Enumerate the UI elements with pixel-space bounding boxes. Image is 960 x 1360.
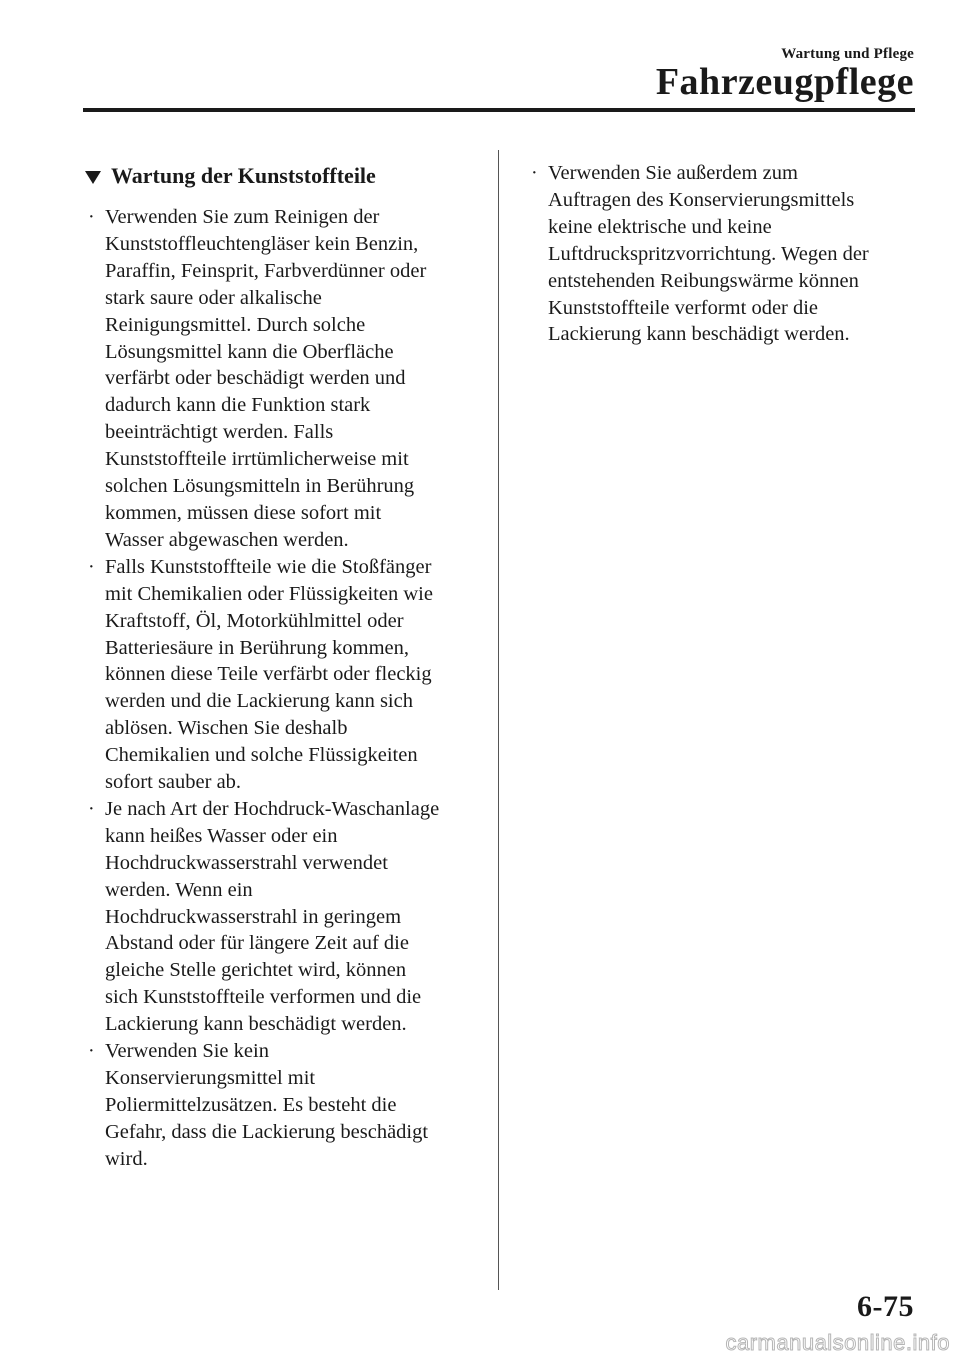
bullet-text: keine elektrische und keine	[548, 215, 772, 238]
bullet-text: ablösen. Wischen Sie deshalb	[105, 717, 348, 740]
bullet-text: solchen Lösungsmitteln in Berührung	[105, 475, 415, 498]
bullet-text: können diese Teile verfärbt oder fleckig	[105, 663, 432, 686]
bullet-text: Hochdruckwasserstrahl in geringem	[105, 905, 402, 928]
bullet-text: Kunststoffteile verformt oder die	[548, 296, 819, 319]
bullet-text: beeinträchtigt werden. Falls	[105, 421, 334, 444]
list-item-continuation	[85, 258, 480, 285]
list-item-continuation	[85, 365, 480, 392]
list-item-continuation	[528, 295, 918, 322]
list-item-continuation	[85, 581, 480, 608]
bullet-text: Auftragen des Konservierungsmittels	[548, 188, 855, 211]
bullet-text: stark saure oder alkalische	[105, 286, 322, 309]
list-item	[528, 160, 918, 187]
bullet-text: Kunststoffteile irrtümlicherweise mit	[105, 448, 409, 471]
list-item	[85, 796, 480, 823]
column-divider	[498, 150, 499, 1290]
list-item-continuation	[85, 231, 480, 258]
bullet-text: Reinigungsmittel. Durch solche	[105, 313, 366, 336]
list-item-continuation	[85, 500, 480, 527]
list-item	[85, 1038, 480, 1065]
bullet-text: Je nach Art der Hochdruck-Waschanlage	[105, 797, 440, 820]
bullet-text: Lackierung kann beschädigt werden.	[105, 1013, 407, 1036]
bullet-text: kommen, müssen diese sofort mit	[105, 501, 382, 524]
list-item-continuation	[85, 957, 480, 984]
list-item-continuation	[85, 715, 480, 742]
bullet-dot-icon: ·	[88, 1040, 95, 1063]
list-item-continuation	[85, 339, 480, 366]
page-number: 6-75	[857, 1290, 914, 1323]
section-heading	[85, 158, 480, 194]
list-item-continuation	[85, 850, 480, 877]
bullet-text: Abstand oder für längere Zeit auf die	[105, 932, 409, 955]
bullet-list	[528, 160, 918, 348]
list-item-continuation	[85, 742, 480, 769]
bullet-text: mit Chemikalien oder Flüssigkeiten wie	[105, 582, 433, 605]
bullet-text: werden. Wenn ein	[105, 878, 253, 901]
list-item-continuation	[85, 285, 480, 312]
bullet-text: Kunststoffleuchtengläser kein Benzin,	[105, 232, 419, 255]
header-divider	[83, 108, 915, 112]
bullet-text: Wasser abgewaschen werden.	[105, 528, 349, 551]
watermark: carmanualsonline.info	[725, 1330, 950, 1355]
list-item-continuation	[85, 1146, 480, 1173]
bullet-text: gleiche Stelle gerichtet wird, können	[105, 959, 407, 982]
list-item-continuation	[85, 527, 480, 554]
list-item-continuation	[85, 608, 480, 635]
bullet-text: Lackierung kann beschädigt werden.	[548, 323, 850, 346]
bullet-text: verfärbt oder beschädigt werden und	[105, 367, 406, 390]
list-item-continuation	[85, 1065, 480, 1092]
bullet-text: Verwenden Sie außerdem zum	[548, 162, 798, 184]
list-item	[85, 554, 480, 581]
bullet-list	[85, 204, 480, 1173]
list-item-continuation	[528, 241, 918, 268]
list-item-continuation	[85, 419, 480, 446]
list-item-continuation	[85, 769, 480, 796]
bullet-text: werden und die Lackierung kann sich	[105, 690, 413, 713]
list-item-continuation	[85, 312, 480, 339]
right-column	[528, 160, 918, 348]
list-item-continuation	[85, 635, 480, 662]
list-item-continuation	[85, 823, 480, 850]
list-item-continuation	[85, 930, 480, 957]
bullet-text: Gefahr, dass die Lackierung beschädigt	[105, 1120, 429, 1143]
bullet-text: Hochdruckwasserstrahl verwendet	[105, 851, 388, 874]
bullet-text: Falls Kunststoffteile wie die Stoßfänger	[105, 555, 432, 578]
left-column	[85, 158, 480, 1173]
section-heading-text: Wartung der Kunststoffteile	[111, 163, 376, 188]
list-item-continuation	[528, 268, 918, 295]
bullet-text: Paraffin, Feinsprit, Farbverdünner oder	[105, 259, 427, 282]
bullet-dot-icon: ·	[88, 555, 95, 578]
list-item	[85, 204, 480, 231]
bullet-dot-icon: ·	[531, 162, 538, 184]
bullet-text: wird.	[105, 1147, 148, 1170]
triangle-down-icon	[85, 171, 101, 184]
list-item-continuation	[85, 904, 480, 931]
bullet-text: Luftdruckspritzvorrichtung. Wegen der	[548, 242, 869, 265]
bullet-text: Chemikalien und solche Flüssigkeiten	[105, 744, 418, 767]
bullet-text: Lösungsmittel kann die Oberfläche	[105, 340, 394, 363]
bullet-text: Verwenden Sie kein	[105, 1040, 269, 1063]
list-item-continuation	[85, 1092, 480, 1119]
bullet-text: kann heißes Wasser oder ein	[105, 824, 338, 847]
list-item-continuation	[85, 661, 480, 688]
list-item-continuation	[85, 473, 480, 500]
list-item-continuation	[85, 877, 480, 904]
list-item-continuation	[528, 187, 918, 214]
bullet-text: Batteriesäure in Berührung kommen,	[105, 636, 409, 659]
bullet-text: Verwenden Sie zum Reinigen der	[105, 206, 380, 228]
bullet-dot-icon: ·	[88, 797, 95, 820]
list-item-continuation	[85, 1119, 480, 1146]
bullet-text: dadurch kann die Funktion stark	[105, 394, 371, 417]
chapter-title: Fahrzeugpflege	[655, 61, 914, 103]
list-item-continuation	[85, 446, 480, 473]
bullet-text: entstehenden Reibungswärme können	[548, 269, 859, 292]
list-item-continuation	[85, 984, 480, 1011]
bullet-text: sich Kunststoffteile verformen und die	[105, 986, 422, 1009]
bullet-text: Konservierungsmittel mit	[105, 1067, 316, 1089]
list-item-continuation	[85, 392, 480, 419]
bullet-text: Poliermittelzusätzen. Es besteht die	[105, 1093, 397, 1116]
section-title: Wartung und Pflege	[781, 46, 914, 62]
list-item-continuation	[85, 688, 480, 715]
bullet-dot-icon: ·	[88, 206, 95, 228]
bullet-text: sofort sauber ab.	[105, 771, 242, 794]
list-item-continuation	[528, 214, 918, 241]
bullet-text: Kraftstoff, Öl, Motorkühlmittel oder	[105, 609, 404, 632]
list-item-continuation	[528, 321, 918, 348]
list-item-continuation	[85, 1011, 480, 1038]
